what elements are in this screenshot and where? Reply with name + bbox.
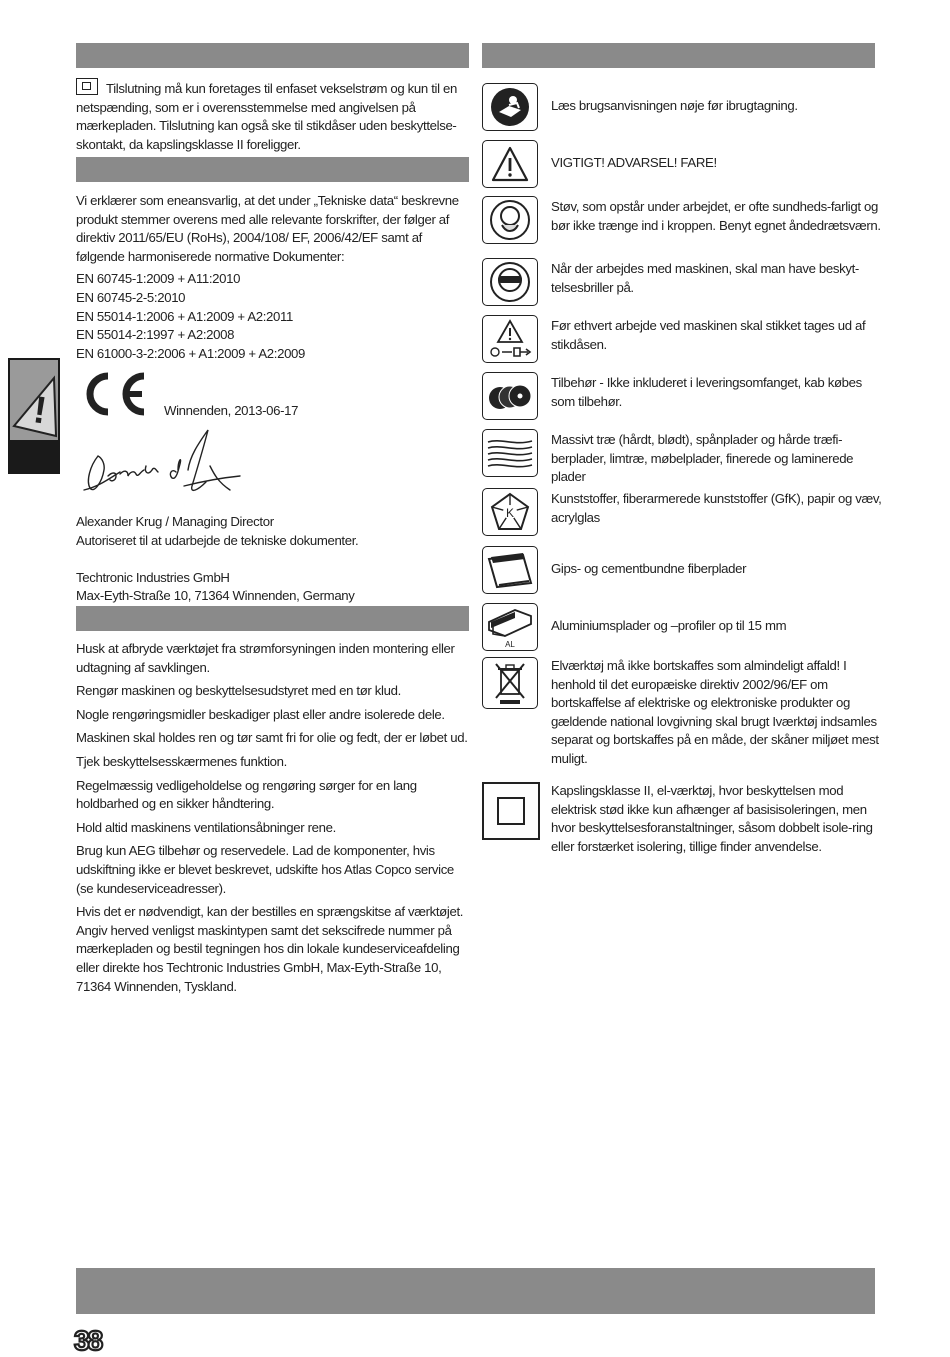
section-bar-connection [76, 43, 469, 68]
svg-text:!: ! [30, 389, 50, 433]
company-name: Techtronic Industries GmbH [76, 569, 230, 585]
page-number: 38 [74, 1325, 102, 1356]
standard-item: EN 60745-2-5:2010 [76, 289, 186, 305]
maintenance-item: Husk at afbryde værktøjet fra strømforsyningen inden montering eller udtagning af savklingen. [76, 641, 455, 675]
symbol-row-dust-mask [482, 196, 882, 244]
warning-icon [482, 140, 538, 188]
aluminium-label: AL [505, 639, 515, 649]
signature [80, 426, 250, 517]
symbol-text: Kapslingsklasse II, el-værktøj, hvor beskyttelsen mod elektrisk stød ikke kun afhænger af basisisoleringen, men hvor beskyttelsesforanstaltninger, såsom dobbelt isole-ring eller forstærket isolering, tillige finder anvendelse. [551, 783, 873, 854]
standard-item: EN 55014-2:1997 + A2:2008 [76, 327, 235, 343]
section-bar-symbols [482, 43, 875, 68]
symbol-row-aluminium [482, 603, 882, 651]
section-bar-maintenance [76, 606, 469, 631]
maintenance-item: Tjek beskyttelsesskærmenes funktion. [76, 753, 287, 769]
section-bar-declaration [76, 157, 469, 182]
read-manual-icon [482, 83, 538, 131]
maintenance-item: Maskinen skal holdes ren og tør samt fri for olie og fedt, der er løbet ud. [76, 730, 468, 746]
aluminium-icon [482, 603, 538, 651]
standard-item: EN 55014-1:2006 + A1:2009 + A2:2011 [76, 308, 294, 324]
symbol-text: Kunststoffer, fiberarmerede kunststoffer (GfK), papir og væv, acrylglas [551, 491, 882, 525]
class-ii-small-icon [76, 78, 98, 95]
maintenance-item: Nogle rengøringsmidler beskadiger plast eller andre isolerede dele. [76, 706, 445, 722]
maintenance-item: Hvis det er nødvendigt, kan der bestilles en sprængskitse af værktøjet. Angiv herved venligst maskintypen samt det sekscifrede nummer på mærkepladen og bestil tegningen hos din lokale kundeserviceafdeling eller direkte hos Techtronic Industries GmbH, Max-Eyth-Straße 10, 71364 Winnenden, Tyskland. [76, 904, 464, 994]
standard-item: EN 61000-3-2:2006 + A1:2009 + A2:2009 [76, 345, 306, 361]
symbol-text: Når der arbejdes med maskinen, skal man have beskyt-telsesbriller på. [551, 261, 859, 295]
footer-bar [76, 1268, 875, 1314]
maintenance-item: Rengør maskinen og beskyttelsesudstyret med en tør klud. [76, 683, 401, 699]
place-date: Winnenden, 2013-06-17 [164, 403, 299, 418]
standard-item: EN 60745-1:2009 + A11:2010 [76, 271, 241, 287]
symbol-text: Aluminiumsplader og –profiler op til 15 mm [551, 618, 787, 633]
maintenance-item: Regelmæssig vedligeholdelse og rengøring sørger for en lang holdbarhed og en sikker håndtering. [76, 777, 417, 812]
maintenance-item: Brug kun AEG tilbehør og reservedele. Lad de komponenter, hvis udskiftning ikke er blevet beskrevet, udskifte hos Atlas Copco service (se kundeserviceadresser). [76, 843, 454, 896]
declaration-text: Vi erklærer som eneansvarlig, at det under „Tekniske data“ beskrevne produkt stemmer overens med alle relevante forskrifter, der følger af direktiv 2011/65/EU (RoHs), 2004/108/ EF, 2006/42/EF samt af følgende harmoniserede normative Dokumenter: [76, 193, 459, 264]
maintenance-item: Hold altid maskinens ventilationsåbninger rene. [76, 819, 336, 835]
standards-list [76, 270, 469, 363]
symbol-row-accessory [482, 372, 882, 420]
unplug-icon [482, 315, 538, 363]
signer-block [76, 513, 469, 606]
svg-text:K: K [506, 506, 515, 520]
symbol-row-wood [482, 429, 882, 487]
symbol-text: Før ethvert arbejde ved maskinen skal stikket tages ud af stikdåsen. [551, 318, 866, 352]
maintenance-section [76, 640, 469, 1001]
spacer [76, 550, 469, 569]
symbol-row-class-ii [482, 782, 882, 856]
connection-section [76, 78, 469, 154]
authorized-text: Autoriseret til at udarbejde de tekniske dokumenter. [76, 532, 359, 548]
svg-text:CE: CE [78, 370, 80, 371]
company-address: Max-Eyth-Straße 10, 71364 Winnenden, Germany [76, 588, 355, 604]
declaration-section [76, 192, 469, 363]
symbol-text: Læs brugsanvisningen nøje før ibrugtagning. [551, 98, 798, 113]
symbol-text: Massivt træ (hårdt, blødt), spånplader og hårde træfi-berplader, limtræ, møbelplader, finerede og laminerede plader [551, 432, 854, 485]
plastics-icon [482, 488, 538, 536]
safety-goggles-icon [482, 258, 538, 306]
weee-bin-icon [482, 657, 538, 709]
symbol-text: Støv, som opstår under arbejdet, er ofte sundheds-farligt og bør ikke trænge ind i kroppen. Benyt egnet åndedrætsværn. [551, 199, 881, 233]
accessory-blades-icon [482, 372, 538, 420]
ce-mark [78, 370, 150, 423]
symbol-row-plasterboard [482, 546, 882, 594]
symbol-row-warning [482, 140, 882, 188]
wood-icon [482, 429, 538, 477]
symbol-row-goggles [482, 258, 882, 306]
symbol-row-unplug [482, 315, 882, 363]
dust-mask-icon [482, 196, 538, 244]
symbol-row-plastics [482, 488, 882, 536]
symbol-text: Tilbehør - Ikke inkluderet i leveringsomfanget, kab købes som tilbehør. [551, 375, 862, 409]
connection-text: Tilslutning må kun foretages til enfaset vekselstrøm og kun til en netspænding, som er i overensstemmelse med angivelsen på mærkepladen. Tilslutning kan også ske til stikdåser uden beskyttelse-skontakt, da kapslingsklasse II foreligger. [76, 81, 457, 152]
symbol-text: VIGTIGT! ADVARSEL! FARE! [551, 155, 717, 170]
symbol-text: Gips- og cementbundne fiberplader [551, 561, 747, 576]
symbol-row-read-manual [482, 83, 882, 131]
class-ii-icon [482, 782, 540, 840]
plasterboard-icon [482, 546, 538, 594]
side-tab [8, 358, 60, 474]
symbol-text: Elværktøj må ikke bortskaffes som almindeligt affald! I henhold til det europæiske direktiv 2002/96/EF om bortskaffelse af elektriske og elektroniske produkter og gældende national lovgivning skal brugt Iværktøj indsamles separat og bortskaffes på en måde, der skåner miljøet mest muligt. [551, 658, 879, 766]
signer-name: Alexander Krug / Managing Director [76, 514, 274, 529]
symbol-row-weee [482, 657, 882, 769]
